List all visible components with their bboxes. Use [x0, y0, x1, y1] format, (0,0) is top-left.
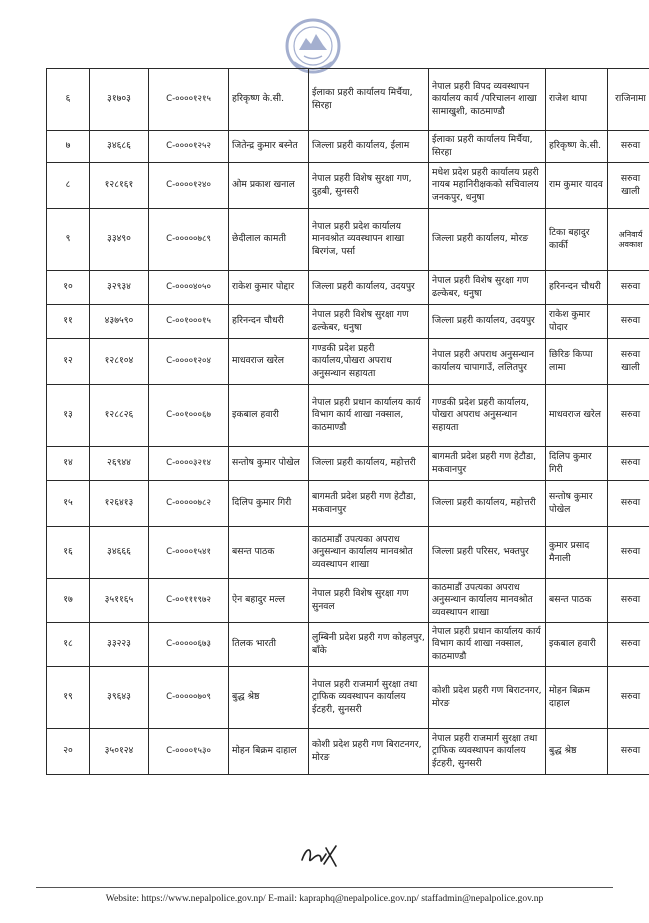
replacement-name: मोहन बिक्रम दाहाल [546, 667, 608, 729]
employee-code: C-००१०००१५ [149, 305, 229, 339]
table-row [47, 163, 649, 209]
replacement-name: हरिनन्दन चौधरी [546, 271, 608, 305]
serial-number: ६ [47, 69, 90, 131]
employee-name: जितेन्द्र कुमार बस्नेत [229, 131, 309, 163]
serial-number: १९ [47, 667, 90, 729]
transfer-office: नेपाल प्रहरी राजमार्ग सुरक्षा तथा ट्राफिक व्यवस्थापन कार्यालय ईटहरी, सुनसरी [429, 729, 546, 775]
employee-name: मोहन बिक्रम दाहाल [229, 729, 309, 775]
table-row [47, 667, 649, 729]
police-emblem-icon [282, 16, 344, 76]
table-row [47, 623, 649, 667]
footer-divider [36, 887, 613, 888]
current-office: बागमती प्रदेश प्रहरी गण हेटौडा, मकवानपुर [309, 481, 429, 527]
employee-id: २६९४४ [90, 447, 149, 481]
employee-code: C-००००१५४१ [149, 527, 229, 579]
current-office: काठमाडौं उपत्यका अपराध अनुसन्धान कार्यालय मानवश्रोत व्यवस्थापन शाखा [309, 527, 429, 579]
serial-number: ११ [47, 305, 90, 339]
transfer-office: जिल्ला प्रहरी परिसर, भक्तपुर [429, 527, 546, 579]
employee-id: ३५११६५ [90, 579, 149, 623]
current-office: नेपाल प्रहरी विशेष सुरक्षा गण सुनवल [309, 579, 429, 623]
replacement-name: हरिकृष्ण के.सी. [546, 131, 608, 163]
employee-name: हरिकृष्ण के.सी. [229, 69, 309, 131]
current-office: नेपाल प्रहरी प्रधान कार्यालय कार्य विभाग कार्य शाखा नक्साल, काठमाण्डौ [309, 385, 429, 447]
replacement-name: दिलिप कुमार गिरी [546, 447, 608, 481]
employee-code: C-०००००७०९ [149, 667, 229, 729]
current-office: नेपाल प्रहरी विशेष सुरक्षा गण ढल्केबर, धनुषा [309, 305, 429, 339]
table-row [47, 131, 649, 163]
remark: सरुवा खाली [608, 339, 649, 385]
current-office: लुम्बिनी प्रदेश प्रहरी गण कोहलपुर, बाँके [309, 623, 429, 667]
remark: सरुवा [608, 481, 649, 527]
serial-number: १८ [47, 623, 90, 667]
transfer-office: जिल्ला प्रहरी कार्यालय, महोत्तरी [429, 481, 546, 527]
replacement-name: बुद्ध श्रेष्ठ [546, 729, 608, 775]
current-office: जिल्ला प्रहरी कार्यालय, महोत्तरी [309, 447, 429, 481]
employee-id: १२६४१३ [90, 481, 149, 527]
remark: सरुवा [608, 305, 649, 339]
transfer-office: मधेश प्रदेश प्रहरी कार्यालय प्रहरी नायब महानिरीक्षकको सचिवालय जनकपुर, धनुषा [429, 163, 546, 209]
employee-name: ओम प्रकाश खनाल [229, 163, 309, 209]
current-office: नेपाल प्रहरी विशेष सुरक्षा गण, दुहबी, सुनसरी [309, 163, 429, 209]
table-row [47, 209, 649, 271]
remark: सरुवा [608, 579, 649, 623]
replacement-name: राकेश कुमार पोदार [546, 305, 608, 339]
current-office: जिल्ला प्रहरी कार्यालय, उदयपुर [309, 271, 429, 305]
transfer-office: काठमाडौं उपत्यका अपराध अनुसन्धान कार्यालय मानवश्रोत व्यवस्थापन शाखा [429, 579, 546, 623]
table-row [47, 481, 649, 527]
signature-icon [296, 842, 340, 872]
remark: सरुवा खाली [608, 163, 649, 209]
replacement-name: कुमार प्रसाद मैनाली [546, 527, 608, 579]
employee-code: C-००००४०५० [149, 271, 229, 305]
employee-id: १२८१०४ [90, 339, 149, 385]
employee-id: ३४६६६ [90, 527, 149, 579]
footer-contact: Website: https://www.nepalpolice.gov.np/ E-mail: kapraphq@nepalpolice.gov.np/ staffadmin@nepalpolice.gov.np [105, 893, 544, 904]
remark: सरुवा [608, 131, 649, 163]
employee-code: C-०००००६७३ [149, 623, 229, 667]
transfer-office: कोशी प्रदेश प्रहरी गण बिराटनगर, मोरङ [429, 667, 546, 729]
replacement-name: राजेश थापा [546, 69, 608, 131]
transfer-office: ईलाका प्रहरी कार्यालय मिर्चैया, सिरहा [429, 131, 546, 163]
employee-name: बसन्त पाठक [229, 527, 309, 579]
table-row [47, 305, 649, 339]
employee-code: C-००१११९७२ [149, 579, 229, 623]
remark: सरुवा [608, 271, 649, 305]
table-row [47, 579, 649, 623]
employee-id: ३३२२३ [90, 623, 149, 667]
replacement-name: माधवराज खरेल [546, 385, 608, 447]
table-row [47, 69, 649, 131]
employee-id: ३४६८६ [90, 131, 149, 163]
employee-name: ऐन बहादुर मल्ल [229, 579, 309, 623]
serial-number: १४ [47, 447, 90, 481]
serial-number: १० [47, 271, 90, 305]
employee-name: राकेश कुमार पोद्दार [229, 271, 309, 305]
employee-code: C-००१०००६७ [149, 385, 229, 447]
serial-number: १२ [47, 339, 90, 385]
employee-id: ३१७०३ [90, 69, 149, 131]
transfer-office: जिल्ला प्रहरी कार्यालय, मोरङ [429, 209, 546, 271]
transfer-table [46, 68, 649, 775]
transfer-office: गण्डकी प्रदेश प्रहरी कार्यालय, पोखरा अपराध अनुसन्धान सहायता [429, 385, 546, 447]
current-office: गण्डकी प्रदेश प्रहरी कार्यालय,पोखरा अपराध अनुसन्धान सहायता [309, 339, 429, 385]
replacement-name: इकबाल हवारी [546, 623, 608, 667]
replacement-name: राम कुमार यादव [546, 163, 608, 209]
serial-number: ९ [47, 209, 90, 271]
employee-name: दिलिप कुमार गिरी [229, 481, 309, 527]
employee-code: C-००००१२१५ [149, 69, 229, 131]
transfer-office: नेपाल प्रहरी विपद व्यवस्थापन कार्यालय कार्य /परिचालन शाखा सामाखुशी, काठमाण्डौ [429, 69, 546, 131]
table-row [47, 271, 649, 305]
remark: सरुवा [608, 527, 649, 579]
table-row [47, 729, 649, 775]
table-row [47, 339, 649, 385]
remark: सरुवा [608, 667, 649, 729]
current-office: जिल्ला प्रहरी कार्यालय, ईलाम [309, 131, 429, 163]
employee-id: ३२९३४ [90, 271, 149, 305]
employee-id: १२८८२६ [90, 385, 149, 447]
remark: सरुवा [608, 385, 649, 447]
current-office: कोशी प्रदेश प्रहरी गण बिराटनगर, मोरङ [309, 729, 429, 775]
employee-name: इकबाल हवारी [229, 385, 309, 447]
employee-name: तिलक भारती [229, 623, 309, 667]
transfer-office: नेपाल प्रहरी प्रधान कार्यालय कार्य विभाग कार्य शाखा नक्साल, काठमाण्डौ [429, 623, 546, 667]
employee-id: ३९६४३ [90, 667, 149, 729]
remark: सरुवा [608, 623, 649, 667]
transfer-office: बागमती प्रदेश प्रहरी गण हेटौडा, मकवानपुर [429, 447, 546, 481]
replacement-name: बसन्त पाठक [546, 579, 608, 623]
table-row [47, 385, 649, 447]
employee-name: सन्तोष कुमार पोखेल [229, 447, 309, 481]
employee-name: माधवराज खरेल [229, 339, 309, 385]
transfer-office: नेपाल प्रहरी विशेष सुरक्षा गण ढल्केबर, धनुषा [429, 271, 546, 305]
current-office: नेपाल प्रहरी प्रदेश कार्यालय मानवश्रोत व्यवस्थापन शाखा बिरगंज, पर्सा [309, 209, 429, 271]
serial-number: ७ [47, 131, 90, 163]
replacement-name: टिका बहादुर कार्की [546, 209, 608, 271]
replacement-name: छिरिङ किप्पा लामा [546, 339, 608, 385]
employee-id: ४३७५९० [90, 305, 149, 339]
employee-code: C-०००००७८२ [149, 481, 229, 527]
current-office: ईलाका प्रहरी कार्यालय मिर्चैया, सिरहा [309, 69, 429, 131]
serial-number: २० [47, 729, 90, 775]
table-row [47, 447, 649, 481]
employee-code: C-००००१२४० [149, 163, 229, 209]
employee-name: छेदीलाल कामती [229, 209, 309, 271]
transfer-office: जिल्ला प्रहरी कार्यालय, उदयपुर [429, 305, 546, 339]
employee-code: C-०००००७८९ [149, 209, 229, 271]
replacement-name: सन्तोष कुमार पोखेल [546, 481, 608, 527]
employee-code: C-००००३२१४ [149, 447, 229, 481]
serial-number: १६ [47, 527, 90, 579]
remark: राजिनामा [608, 69, 649, 131]
serial-number: ८ [47, 163, 90, 209]
remark: अनिवार्य अवकाश [608, 209, 649, 271]
serial-number: १३ [47, 385, 90, 447]
serial-number: १५ [47, 481, 90, 527]
table-row [47, 527, 649, 579]
employee-name: बुद्ध श्रेष्ठ [229, 667, 309, 729]
serial-number: १७ [47, 579, 90, 623]
remark: सरुवा [608, 447, 649, 481]
employee-code: C-००००१२५२ [149, 131, 229, 163]
employee-name: हरिनन्दन चौधरी [229, 305, 309, 339]
current-office: नेपाल प्रहरी राजमार्ग सुरक्षा तथा ट्राफिक व्यवस्थापन कार्यालय ईटहरी, सुनसरी [309, 667, 429, 729]
transfer-office: नेपाल प्रहरी अपराध अनुसन्धान कार्यालय चापागाउँ, ललितपुर [429, 339, 546, 385]
employee-code: C-००००१२०४ [149, 339, 229, 385]
employee-code: C-००००१५३० [149, 729, 229, 775]
employee-id: ३३४९० [90, 209, 149, 271]
employee-id: १२८१६१ [90, 163, 149, 209]
remark: सरुवा [608, 729, 649, 775]
employee-id: ३५०१२४ [90, 729, 149, 775]
